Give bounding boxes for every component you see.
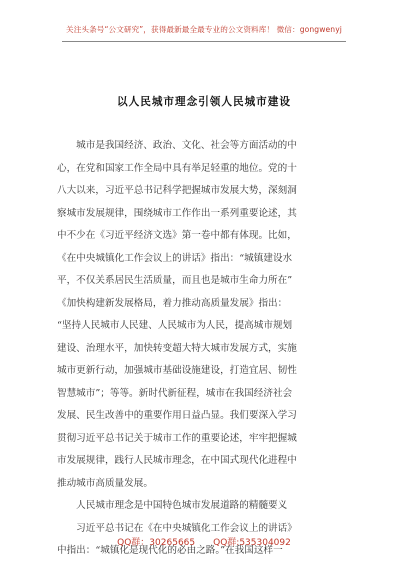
document-body [57, 135, 355, 563]
body-line: 心，在党和国家工作全局中具有举足轻重的地位。党的十 [57, 162, 297, 174]
body-line: 察城市发展规律，围绕城市工作作出一系列重要论述，其 [57, 207, 297, 219]
header-divider [62, 41, 346, 42]
body-line: 《加快构建新发展格局，着力推动高质量发展》指出： [57, 297, 288, 309]
body-line: 城市是我国经济、政治、文化、社会等方面活动的中 [57, 140, 297, 151]
body-line: 中指出：“城镇化是现代化的必由之路。”在我国这样一 [57, 545, 283, 556]
body-line: 习近平总书记在《在中央城镇化工作会议上的讲话》 [57, 522, 297, 534]
body-line: 城市更新行动，加强城市基础设施建设，打造宜居、韧性 [57, 365, 297, 376]
body-line: 推动城市高质量发展。 [57, 477, 153, 489]
body-line: 发展、民生改善中的重要作用日益凸显。我们要深入学习 [57, 410, 297, 421]
body-line: 中不少在《习近平经济文选》第一卷中都有体现。比如， [57, 230, 297, 241]
document-title: 以人民城市理念引领人民城市建设 [117, 96, 291, 108]
body-line: 智慧城市”；等等。新时代新征程，城市在我国经济社会 [57, 387, 293, 399]
section-heading: 人民城市理念是中国特色城市发展道路的精髓要义 [57, 500, 288, 511]
body-line: 贯彻习近平总书记关于城市工作的重要论述，牢牢把握城 [57, 432, 297, 444]
footer-contact: QQ群：30265665 QQ群:535304092 [117, 538, 291, 548]
body-line: 《在中央城镇化工作会议上的讲话》指出：“城镇建设水 [57, 252, 293, 264]
body-line: 市发展规律，践行人民城市理念，在中国式现代化进程中 [57, 455, 297, 466]
body-line: 平，不仅关系居民生活质量，而且也是城市生命力所在” [57, 275, 293, 286]
body-line: “坚持人民城市人民建、人民城市为人民，提高城市规划 [57, 320, 293, 331]
body-line: 建设、治理水平，加快转变超大特大城市发展方式，实施 [57, 342, 297, 354]
body-line: 八大以来，习近平总书记科学把握城市发展大势，深刻洞 [57, 185, 297, 196]
header-banner: 关注头条号“公文研究”，获得最新最全最专业的公文资料库！ 微信：gongwenyj [66, 25, 342, 34]
